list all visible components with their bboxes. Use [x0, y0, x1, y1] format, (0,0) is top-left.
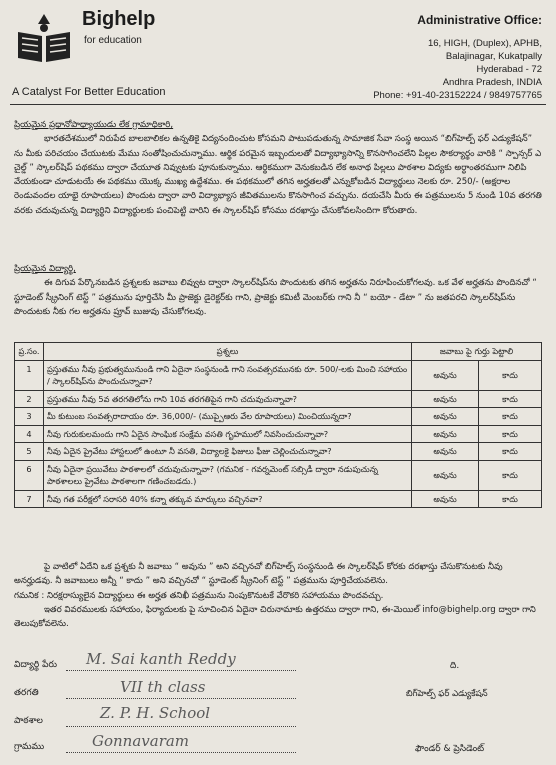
class-label: తరగతి [14, 688, 39, 698]
row-number: 2 [15, 390, 44, 408]
address-line: Andhra Pradesh, INDIA [442, 77, 542, 88]
signature-to: ది. [450, 661, 460, 671]
question-text: నీవు ఏదైనా ప్రయివేటు పాఠశాలలో చదువుచున్నావా? (గమనిక - గవర్నమెంట్ సబ్సిడీ ద్వారా నడుపుచున్న పాఠశాలలు ప్రైవేటు పాఠశాలగా గణించబడదు.) [44, 460, 412, 490]
intro-paragraph: భారతదేశములో నిరుపేద బాలబాలికల ఉన్నతికై విద్యనందించుట కోసమని పాటుపడుతున్న సామాజిక సేవా సంస్థ అయిన “బిగ్‌హెల్ప్ ఫర్ ఎడ్యుకేషన్” ను మీకు పరిచయం చేయుటకు మేము సంతోషించుచున్నాము. ఆర్థిక పరమైన ఇబ్బందులతో విద్యాభ్యాసాన్ని కొనసాగించలేని పిల్లల సౌకర్యార్థం వారికి “ స్పాన్సర్ ఎ చైల్డ్ ” స్కాలర్‌షిప్ పథకము ద్వారా చేయూత నివ్వుటకు పూనుకున్నాము. ఆర్థికముగా వెనుకబడిన లేక అనాథ పిల్లలు పాఠశాల విద్యకు అర్ధాంతరముగా నిలిపి వేయకుండా చూడుటయే ఈ పథకము యొక్క ముఖ్య ఉద్దేశము. ఈ పథకములో తగిన అర్హతలతో ఎన్నుకోబడిన విద్యార్థులు నెలకు రూ. 250/- (అక్షరాల రెండువందల యాభై రూపాయలు) పొందుట ద్వారా వారి విద్యాభ్యాస జీవితములను కొనసాగించ వచ్చును. దయచేసి మీరు ఈ పత్రములను 5 నుండి 10వ తరగతి వరకు చదువుచున్న విద్యార్థిని విద్యార్థులకు పంచిపెట్టి వారిని ఈ స్కాలర్‌షిప్ కోసము దరఖాస్తు చేసుకోవలసిందిగా కోరుతారు. [14, 134, 542, 216]
question-text: ప్రస్తుతము నీవు ప్రభుత్వమునుండి గాని ఏదైనా సంస్థనుండి గాని సంవత్సరమునకు రూ. 500/-లకు మించి సహాయం / స్కాలర్‌షిప్‌ను పొందుచున్నావా? [44, 360, 412, 390]
answer-no[interactable]: కాదు [479, 408, 542, 426]
table-row [15, 408, 542, 426]
row-number: 1 [15, 360, 44, 390]
student-name-value: M. Sai kanth Reddy [86, 650, 236, 668]
row-number: 3 [15, 408, 44, 426]
answer-yes[interactable]: అవును [412, 425, 479, 443]
brand-subtitle: for education [84, 35, 142, 46]
answer-no[interactable]: కాదు [479, 490, 542, 508]
answer-yes[interactable]: అవును [412, 390, 479, 408]
student-section [14, 262, 542, 319]
address-line: Hyderabad - 72 [476, 64, 542, 75]
table-row [15, 390, 542, 408]
table-row [15, 460, 542, 490]
student-name-line[interactable] [66, 670, 296, 671]
answer-yes[interactable]: అవును [412, 408, 479, 426]
table-row [15, 360, 542, 390]
student-name-label: విద్యార్థి పేరు [14, 660, 57, 670]
school-label: పాఠశాల [14, 716, 43, 726]
salutation-student: ప్రియమైన విద్యార్థి, [14, 264, 76, 274]
office-address [342, 14, 542, 102]
address-line: 16, HIGH, (Duplex), APHB, [427, 38, 542, 49]
phone-line: Phone: +91-40-23152224 / 9849757765 [373, 90, 542, 101]
question-text: నీవు ఏదైన ప్రైవేటు హాస్టలులో ఉంటూ నీ వసతి, విద్యాలకై ఫిజులు ఫీజు చెల్లించుచున్నావా? [44, 443, 412, 461]
answer-no[interactable]: కాదు [479, 460, 542, 490]
col-answer: జవాబు పై గుర్తు పెట్టాలి [412, 343, 542, 361]
row-number: 5 [15, 443, 44, 461]
table-row [15, 425, 542, 443]
answer-yes[interactable]: అవును [412, 490, 479, 508]
question-text: మీ కుటుంబ సంవత్సరాదాయం రూ. 36,000/- (ముప్పైఆరు వేల రూపాయలు) మించియున్నదా? [44, 408, 412, 426]
village-label: గ్రామము [14, 742, 45, 752]
answer-no[interactable]: కాదు [479, 360, 542, 390]
question-text: నీవు గత పరీక్షలో సరాసరి 40% కన్నా తక్కువ మార్కులు వచ్చినవా? [44, 490, 412, 508]
table-header-row [15, 343, 542, 361]
answer-yes[interactable]: అవును [412, 460, 479, 490]
village-line[interactable] [66, 752, 296, 753]
signature-org: బిగ్‌హెల్ప్ ఫర్ ఎడ్యుకేషన్ [406, 689, 488, 699]
signature-role: ఫౌండర్ & ప్రెసిడెంట్ [415, 744, 485, 754]
footer-notes [14, 560, 542, 631]
answer-no[interactable]: కాదు [479, 443, 542, 461]
eligibility-table [14, 342, 542, 508]
class-value: VII th class [120, 678, 206, 696]
col-questions: ప్రశ్నలు [44, 343, 412, 361]
note-paragraph: గమనిక : నిరక్షరాస్యులైన విద్యార్థులు ఈ అర్హత తనిఖీ పత్రమును నింపుకొనుటకే వేరొకరి సహాయము పొందవచ్చు. [14, 590, 384, 601]
answer-no[interactable]: కాదు [479, 425, 542, 443]
brand-name: Bighelp [82, 8, 156, 30]
school-value: Z. P. H. School [100, 704, 211, 722]
class-line[interactable] [66, 698, 296, 699]
office-title: Administrative Office: [417, 13, 542, 27]
contact-paragraph: ఇతర వివరములకు సహాయం, ఫిర్యాదులకు పై సూచించిన ఏదైనా చిరునామాకు ఉత్తరము ద్వారా గాని, ఈ-మెయిల్ info@bighelp.org ద్వారా గాని తెలుపుకోవలెను. [14, 604, 536, 630]
table-row [15, 490, 542, 508]
eligibility-paragraph: ఈ దిగువ పేర్కొనబడిన ప్రశ్నలకు జవాబు లివ్వుట ద్వారా స్కాలర్‌షిప్‌ను పొందుటకు తగిన అర్హతను నిరూపించుకోగలవు. ఒక వేళ అర్హతను పొందినచో “ స్టూడెంట్ స్క్రీనింగ్ టెస్ట్ ” పత్రమును పూర్తిచేసి మీ ప్రాజెక్టు డైరెక్టర్‌కు గాని, ప్రాజెక్టు కమిటీ మెంబర్‌కు గాని నీ “ బయో - డేటా ” ను జతపరచి స్కాలర్‌షిప్‌ను పొందుటకు నీకు గల అర్హతను ప్రూవ్ బుజువు చేసుకోగలవు. [14, 278, 537, 317]
header-divider [10, 104, 546, 105]
disqualification-paragraph: పై వాటిలో ఏదేని ఒక ప్రశ్నకు నీ జవాబు “ అవును ” అని వచ్చినచో బిగ్‌హెల్ప్ సంస్థనుండి ఈ స్కాలర్‌షిప్ కోరకు దరఖాస్తు చేసుకొనుటకు నీవు అనర్హుడవు. నీ జవాబులు అన్నీ “ కాదు ” అని వచ్చినచో “ స్టూడెంట్ స్క్రీనింగ్ టెస్ట్ ” పత్రమును పూర్తిచేయవలెను. [14, 562, 503, 587]
salutation-headmaster: ప్రియమైన ప్రధానోపాధ్యాయుడు లేక గ్రామాధికారి, [14, 120, 174, 130]
row-number: 4 [15, 425, 44, 443]
col-number: ప్ర.సం. [15, 343, 44, 361]
answer-yes[interactable]: అవును [412, 360, 479, 390]
table-row [15, 443, 542, 461]
question-text: నీవు గురుకులమందు గాని ఏదైన సాంఘిక సంక్షేమ వసతి గృహములో నివసించుచున్నావా? [44, 425, 412, 443]
tagline: A Catalyst For Better Education [12, 86, 166, 98]
answer-yes[interactable]: అవును [412, 443, 479, 461]
answer-no[interactable]: కాదు [479, 390, 542, 408]
village-value: Gonnavaram [92, 732, 190, 750]
row-number: 7 [15, 490, 44, 508]
address-line: Balajinagar, Kukatpally [445, 51, 542, 62]
school-line[interactable] [66, 726, 296, 727]
row-number: 6 [15, 460, 44, 490]
letter-body [14, 118, 542, 218]
question-text: ప్రస్తుతము నీవు 5వ తరగతిలోను గాని 10వ తరగతిపైన గాని చదువుచున్నావా? [44, 390, 412, 408]
bighelp-logo-icon [14, 10, 74, 64]
